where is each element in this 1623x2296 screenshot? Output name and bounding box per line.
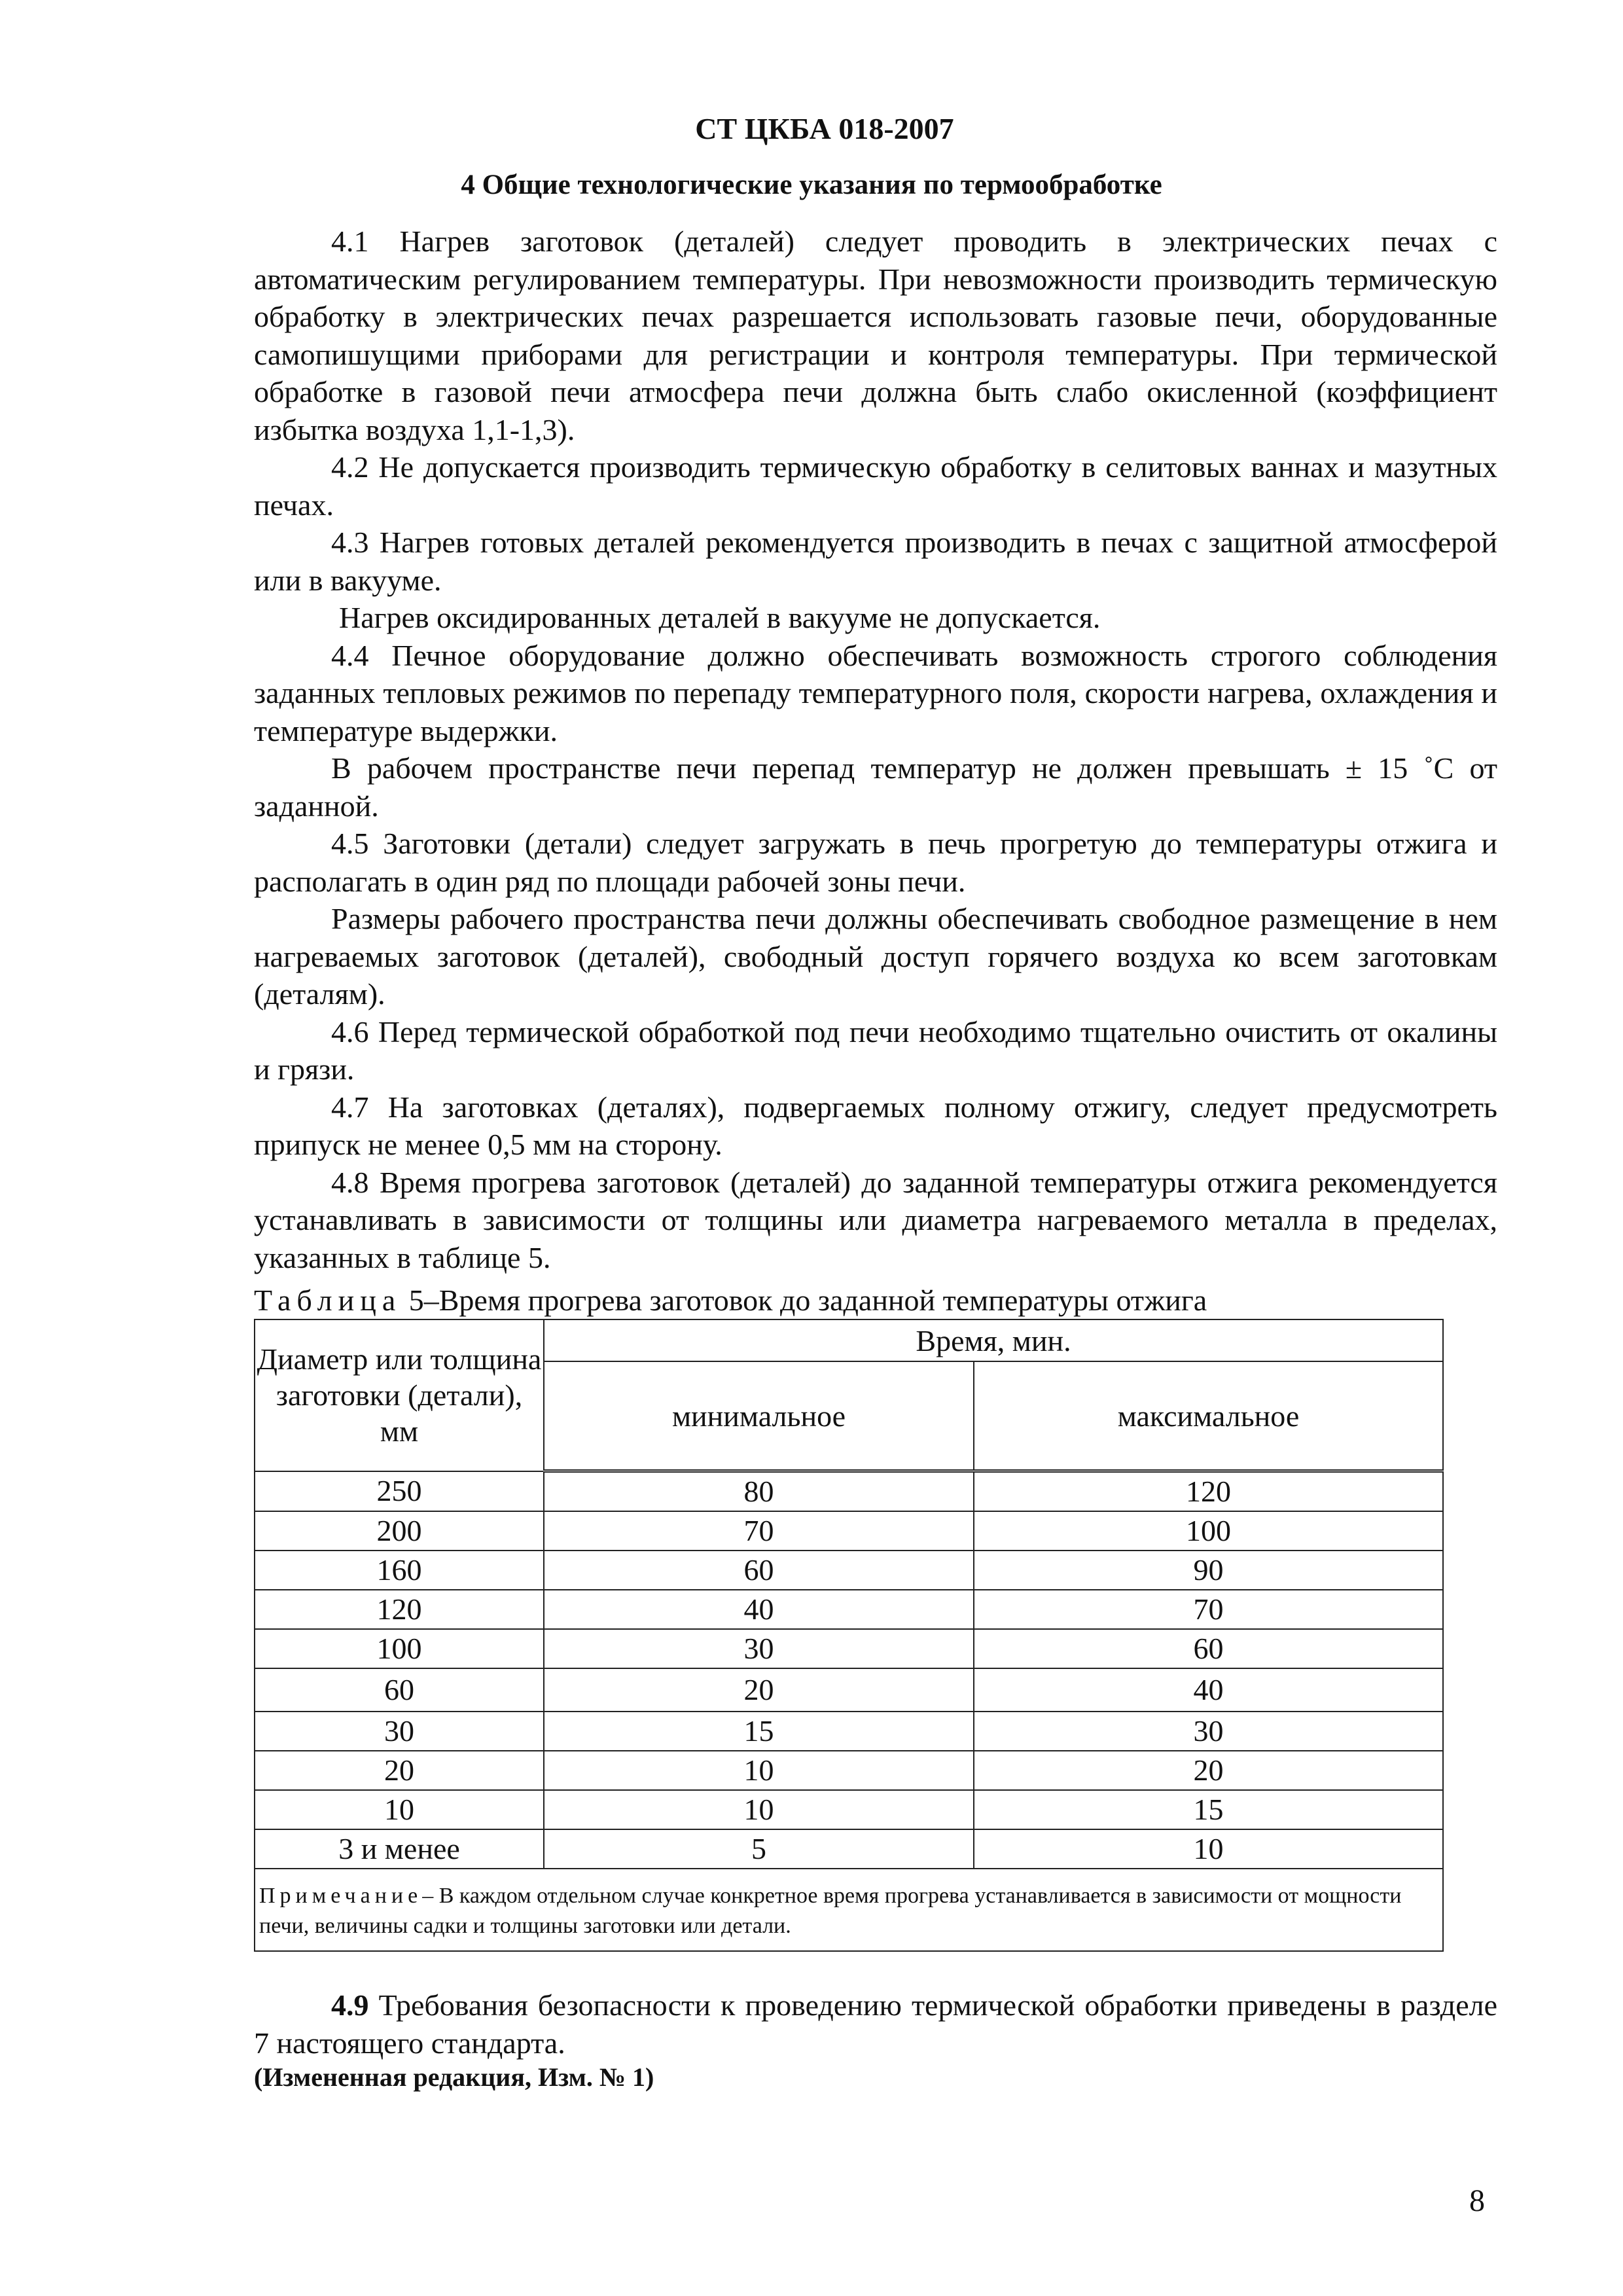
cell-min-time: 5 xyxy=(544,1829,974,1869)
header-time: Время, мин. xyxy=(544,1319,1443,1361)
header-maximum: максимальное xyxy=(974,1361,1443,1471)
heating-time-table xyxy=(254,1319,1444,1952)
table-row xyxy=(255,1712,1443,1751)
cell-max-time: 100 xyxy=(974,1511,1443,1551)
paragraph-4-1: 4.1 Нагрев заготовок (деталей) следует проводить в электрических печах с автоматическим регулированием температуры. При невозможности производить термическую обработку в электрических печах разрешается использовать газовые печи, оборудованные самопишущими приборами для регистрации и контроля температуры. При термической обработке в газовой печи атмосфера печи должна быть слабо окисленной (коэффициент избытка воздуха 1,1-1,3). xyxy=(254,224,1497,446)
cell-max-time: 30 xyxy=(974,1712,1443,1751)
paragraph-4-9 xyxy=(254,1986,1497,2062)
table-row xyxy=(255,1790,1443,1829)
cell-diameter: 60 xyxy=(255,1668,544,1712)
paragraph-4-5: 4.5 Заготовки (детали) следует загружать в печь прогретую до температуры отжига и располагать в один ряд по площади рабочей зоны печи. xyxy=(254,827,1497,898)
table-row xyxy=(255,1551,1443,1590)
paragraph-temperature-drop: В рабочем пространстве печи перепад температур не должен превышать ± 15 ˚С от заданной. xyxy=(254,751,1497,823)
table-row xyxy=(255,1668,1443,1712)
cell-diameter: 10 xyxy=(255,1790,544,1829)
table-row xyxy=(255,1829,1443,1869)
cell-min-time: 10 xyxy=(544,1751,974,1790)
table-caption xyxy=(254,1283,1207,1318)
cell-diameter: 250 xyxy=(255,1471,544,1512)
cell-diameter: 100 xyxy=(255,1629,544,1668)
section-title: 4 Общие технологические указания по термообработке xyxy=(461,170,1162,200)
cell-max-time: 120 xyxy=(974,1471,1443,1512)
paragraph-4-7: 4.7 На заготовках (деталях), подвергаемых полному отжигу, следует предусмотреть припуск не менее 0,5 мм на сторону. xyxy=(254,1090,1497,1161)
table-caption-label: Таблица xyxy=(254,1283,402,1317)
cell-diameter: 200 xyxy=(255,1511,544,1551)
cell-max-time: 15 xyxy=(974,1790,1443,1829)
paragraph-4-9-text: Требования безопасности к проведению термической обработки приведены в разделе 7 настоящего стандарта. xyxy=(254,1988,1497,2060)
table-row xyxy=(255,1471,1443,1512)
cell-diameter: 120 xyxy=(255,1590,544,1629)
paragraph-4-8: 4.8 Время прогрева заготовок (деталей) до заданной температуры отжига рекомендуется устанавливать в зависимости от толщины или диаметра нагреваемого металла в пределах, указанных в таблице 5. xyxy=(254,1165,1497,1274)
table-row xyxy=(255,1629,1443,1668)
paragraph-oxidized-parts: Нагрев оксидированных деталей в вакууме не допускается. xyxy=(339,601,1101,634)
paragraph-4-3: 4.3 Нагрев готовых деталей рекомендуется производить в печах с защитной атмосферой или в вакууме. xyxy=(254,526,1497,597)
document-code-header: СТ ЦКБА 018-2007 xyxy=(695,112,954,145)
cell-max-time: 70 xyxy=(974,1590,1443,1629)
cell-max-time: 60 xyxy=(974,1629,1443,1668)
section-4-9 xyxy=(254,1986,1497,2062)
note-label: Примечание xyxy=(259,1884,423,1908)
cell-min-time: 20 xyxy=(544,1668,974,1712)
table-caption-text: 5–Время прогрева заготовок до заданной температуры отжига xyxy=(408,1283,1207,1317)
section-body xyxy=(254,223,1497,1276)
cell-min-time: 70 xyxy=(544,1511,974,1551)
cell-min-time: 80 xyxy=(544,1471,974,1512)
table-row xyxy=(255,1590,1443,1629)
table-note xyxy=(255,1869,1443,1951)
paragraph-4-9-number: 4.9 xyxy=(331,1988,369,2022)
cell-max-time: 90 xyxy=(974,1551,1443,1590)
table-row xyxy=(255,1751,1443,1790)
paragraph-4-2: 4.2 Не допускается производить термическую обработку в селитовых ваннах и мазутных печах. xyxy=(254,450,1497,522)
cell-min-time: 30 xyxy=(544,1629,974,1668)
cell-max-time: 40 xyxy=(974,1668,1443,1712)
paragraph-4-4: 4.4 Печное оборудование должно обеспечивать возможность строгого соблюдения заданных тепловых режимов по перепаду температурного поля, скорости нагрева, охлаждения и температуре выдержки. xyxy=(254,638,1497,747)
cell-max-time: 10 xyxy=(974,1829,1443,1869)
paragraph-workspace-size: Размеры рабочего пространства печи должны обеспечивать свободное размещение в нем нагреваемых заготовок (деталей), свободный доступ горячего воздуха ко всем заготовкам (деталям). xyxy=(254,902,1497,1011)
table-row xyxy=(255,1511,1443,1551)
cell-max-time: 20 xyxy=(974,1751,1443,1790)
paragraph-4-6: 4.6 Перед термической обработкой под печи необходимо тщательно очистить от окалины и грязи. xyxy=(254,1014,1497,1086)
page-number: 8 xyxy=(1469,2183,1485,2218)
cell-diameter: 3 и менее xyxy=(255,1829,544,1869)
cell-min-time: 40 xyxy=(544,1590,974,1629)
note-text: – В каждом отдельном случае конкретное время прогрева устанавливается в зависимости от мощности печи, величины садки и толщины заготовки или детали. xyxy=(259,1884,1402,1938)
table-note-row xyxy=(255,1869,1443,1951)
cell-diameter: 20 xyxy=(255,1751,544,1790)
cell-min-time: 60 xyxy=(544,1551,974,1590)
cell-diameter: 160 xyxy=(255,1551,544,1590)
header-diameter: Диаметр или толщина заготовки (детали), мм xyxy=(255,1319,544,1471)
header-minimum: минимальное xyxy=(544,1361,974,1471)
cell-min-time: 10 xyxy=(544,1790,974,1829)
revision-note: (Измененная редакция, Изм. № 1) xyxy=(254,2062,654,2092)
cell-min-time: 15 xyxy=(544,1712,974,1751)
cell-diameter: 30 xyxy=(255,1712,544,1751)
